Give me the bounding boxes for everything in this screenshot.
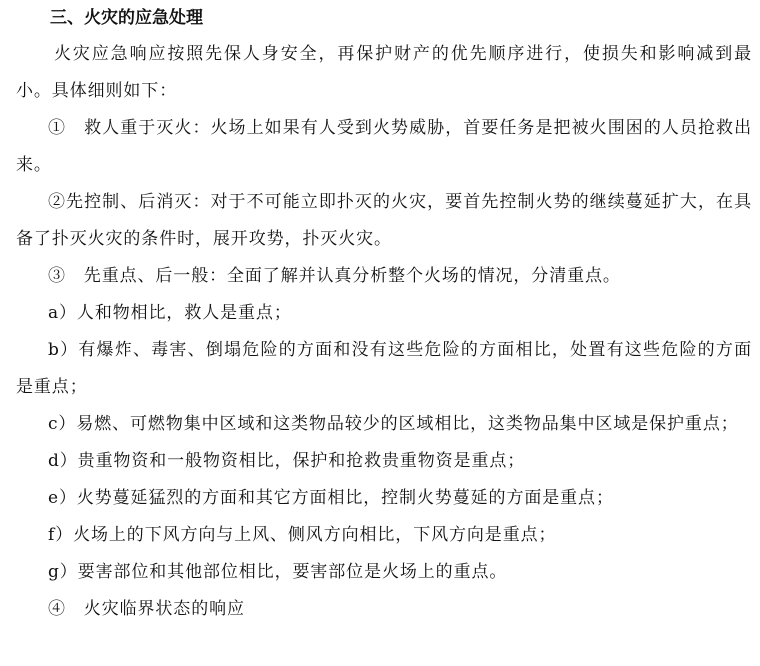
list-item-c: c）易燃、可燃物集中区域和这类物品较少的区域相比，这类物品集中区域是保护重点； xyxy=(48,414,739,434)
list-item-control-first: ②先控制、后消灭：对于不可能立即扑灭的火灾，要首先控制火势的继续蔓延扩大，在具备了扑灭火灾的条件时，展开攻势，扑灭火灾。 xyxy=(16,192,752,249)
list-item-a: a）人和物相比，救人是重点； xyxy=(48,303,292,323)
section-heading: 三、火灾的应急处理 xyxy=(50,8,203,28)
list-item-critical-state: ④ 火灾临界状态的响应 xyxy=(48,599,245,619)
list-item-b: b）有爆炸、毒害、倒塌危险的方面和没有这些危险的方面相比，处置有这些危险的方面是重点； xyxy=(16,340,752,397)
list-item-priority: ③ 先重点、后一般：全面了解并认真分析整个火场的情况，分清重点。 xyxy=(48,266,621,286)
list-item-rescue-first: ① 救人重于灭火：火场上如果有人受到火势威胁，首要任务是把被火围困的人员抢救出来。 xyxy=(16,118,752,175)
list-item-e: e）火势蔓延猛烈的方面和其它方面相比，控制火势蔓延的方面是重点； xyxy=(48,488,614,508)
document-page xyxy=(16,0,752,628)
list-item-d: d）贵重物资和一般物资相比，保护和抢救贵重物资是重点； xyxy=(48,451,526,471)
list-item-f: f）火场上的下风方向与上风、侧风方向相比，下风方向是重点； xyxy=(48,525,557,545)
list-item-g: g）要害部位和其他部位相比，要害部位是火场上的重点。 xyxy=(48,562,508,582)
intro-paragraph: 火灾应急响应按照先保人身安全，再保护财产的优先顺序进行，使损失和影响减到最小。具体细则如下： xyxy=(16,44,752,101)
